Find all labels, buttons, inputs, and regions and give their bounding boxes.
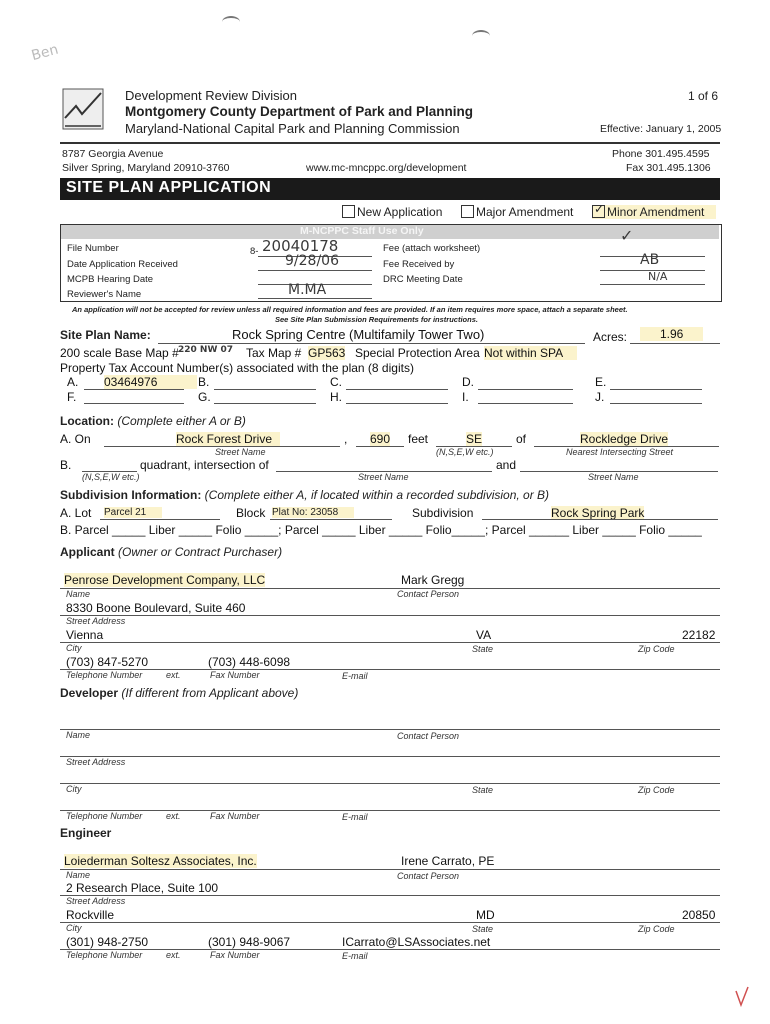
applicant-name-line: [60, 588, 720, 589]
developer-fax-caption: Fax Number: [210, 811, 260, 821]
developer-name-line: [60, 729, 720, 730]
applicant-phone-line: [60, 669, 720, 670]
applicant-name[interactable]: Penrose Development Company, LLC: [64, 573, 266, 587]
phone: Phone 301.495.4595: [612, 148, 710, 160]
street-caption-2: Street Name: [588, 472, 639, 482]
commission-name: Maryland-National Capital Park and Planning Commission: [125, 121, 460, 136]
developer-city-caption: City: [66, 784, 82, 794]
subdivision-value[interactable]: Rock Spring Park: [551, 506, 645, 520]
red-checkmark-icon: [734, 985, 750, 1014]
developer-city-line: [60, 783, 720, 784]
applicant-zip-caption: Zip Code: [638, 644, 675, 654]
margin-scribble: Ben: [28, 41, 61, 65]
fee-checkmark: ✓: [620, 226, 634, 245]
account-d-line: [478, 389, 573, 390]
applicant-state-caption: State: [472, 644, 494, 654]
site-plan-name-value[interactable]: Rock Spring Centre (Multifamily Tower Two): [232, 327, 485, 342]
fax: Fax 301.495.1306: [626, 162, 711, 174]
date-received-value[interactable]: 9/28/06: [285, 253, 339, 269]
location-street-value[interactable]: Rock Forest Drive: [176, 432, 280, 446]
effective-date: Effective: January 1, 2005: [600, 123, 722, 135]
spa-value[interactable]: Not within SPA: [484, 346, 577, 360]
account-h-label: H.: [330, 390, 342, 404]
engineer-name-line: [60, 869, 720, 870]
punch-mark: [472, 30, 490, 42]
account-e-label: E.: [595, 375, 607, 389]
punch-mark: [222, 16, 240, 28]
of-label: of: [516, 432, 527, 446]
check-icon: ✓: [594, 202, 605, 216]
tax-accounts-label: Property Tax Account Number(s) associated with the plan (8 digits): [60, 361, 414, 375]
applicant-phone[interactable]: (703) 847-5270: [66, 655, 149, 669]
developer-name-caption: Name: [66, 730, 91, 740]
account-f-line: [84, 403, 184, 404]
division-name: Development Review Division: [125, 88, 297, 103]
location-intersecting-value[interactable]: Rockledge Drive: [580, 432, 669, 446]
date-received-label: Date Application Received: [67, 259, 178, 270]
account-c-label: C.: [330, 375, 342, 389]
engineer-state-caption: State: [472, 924, 494, 934]
address-line2: Silver Spring, Maryland 20910-3760: [62, 162, 230, 174]
applicant-street-caption: Street Address: [66, 616, 126, 626]
notice-instructions: See Site Plan Submission Requirements for instructions.: [275, 315, 478, 324]
applicant-city[interactable]: Vienna: [66, 628, 104, 642]
account-g-line: [214, 403, 316, 404]
applicant-fax[interactable]: (703) 448-6098: [208, 655, 291, 669]
applicant-street[interactable]: 8330 Boone Boulevard, Suite 460: [66, 601, 246, 615]
file-number-value[interactable]: 20040178: [262, 237, 339, 255]
developer-street-caption: Street Address: [66, 757, 126, 767]
developer-phone-caption: Telephone Number: [66, 811, 143, 821]
applicant-city-line: [60, 642, 720, 643]
reviewer-line: [258, 298, 372, 299]
street-caption-1: Street Name: [358, 472, 409, 482]
account-f-label: F.: [67, 390, 77, 404]
applicant-zip[interactable]: 22182: [682, 628, 716, 642]
acres-label: Acres:: [593, 330, 628, 344]
major-amendment-checkbox[interactable]: Major Amendment: [461, 205, 573, 219]
developer-email-caption: E-mail: [342, 812, 368, 822]
acres-value[interactable]: 1.96: [640, 327, 703, 341]
department-name: Montgomery County Department of Park and Planning: [125, 104, 474, 119]
lot-label: A. Lot: [60, 506, 92, 520]
account-h-line: [346, 403, 448, 404]
engineer-fax[interactable]: (301) 948-9067: [208, 935, 291, 949]
account-a-value[interactable]: 03464976: [104, 375, 197, 389]
block-line: [270, 519, 392, 520]
drc-value[interactable]: N/A: [648, 270, 668, 283]
site-plan-name-label: Site Plan Name:: [60, 328, 151, 342]
applicant-heading: Applicant (Owner or Contract Purchaser): [60, 545, 283, 559]
account-i-label: I.: [462, 390, 469, 404]
engineer-state[interactable]: MD: [476, 908, 495, 922]
developer-street-line: [60, 756, 720, 757]
base-map-value[interactable]: 220 NW 07: [178, 345, 234, 355]
engineer-zip-caption: Zip Code: [638, 924, 675, 934]
staff-banner: M-NCPPC Staff Use Only: [300, 225, 424, 237]
minor-amendment-checkbox[interactable]: ✓ Minor Amendment: [592, 205, 716, 219]
engineer-phone-line: [60, 949, 720, 950]
developer-phone-line: [60, 810, 720, 811]
and-label: and: [496, 458, 517, 472]
lot-line: [100, 519, 220, 520]
street-name-caption: Street Name: [215, 447, 266, 457]
developer-zip-caption: Zip Code: [638, 785, 675, 795]
subdivision-label: Subdivision: [412, 506, 474, 520]
engineer-city-line: [60, 922, 720, 923]
reviewer-value[interactable]: M.MA: [288, 282, 327, 298]
engineer-phone-caption: Telephone Number: [66, 950, 143, 960]
address-line1: 8787 Georgia Avenue: [62, 148, 164, 160]
fee-received-value[interactable]: AB: [640, 252, 660, 268]
tax-map-label: Tax Map #: [246, 346, 302, 360]
engineer-street[interactable]: 2 Research Place, Suite 100: [66, 881, 219, 895]
new-application-checkbox[interactable]: New Application: [342, 205, 442, 219]
engineer-email[interactable]: ICarrato@LSAssociates.net: [342, 935, 491, 949]
engineer-name-caption: Name: [66, 870, 91, 880]
page-number: 1 of 6: [688, 89, 719, 103]
drc-line: [600, 284, 705, 285]
subdivision-heading: Subdivision Information: (Complete either A, if located within a recorded subdivision, or B): [60, 488, 550, 502]
website: www.mc-mncppc.org/development: [306, 162, 467, 174]
account-j-line: [610, 403, 702, 404]
base-map-label: 200 scale Base Map #: [60, 346, 179, 360]
account-b-line: [214, 389, 316, 390]
engineer-fax-caption: Fax Number: [210, 950, 260, 960]
applicant-city-caption: City: [66, 643, 82, 653]
engineer-zip[interactable]: 20850: [682, 908, 716, 922]
tax-map-value[interactable]: GP563: [308, 346, 346, 360]
engineer-phone[interactable]: (301) 948-2750: [66, 935, 149, 949]
location-comma: ,: [344, 432, 348, 446]
developer-heading: Developer (If different from Applicant above): [60, 686, 299, 700]
applicant-fax-caption: Fax Number: [210, 670, 260, 680]
applicant-phone-caption: Telephone Number: [66, 670, 143, 680]
applicant-email-caption: E-mail: [342, 671, 368, 681]
account-g-label: G.: [198, 390, 211, 404]
lot-value[interactable]: Parcel 21: [104, 507, 162, 518]
location-distance-value[interactable]: 690: [370, 432, 391, 446]
account-a-label: A.: [67, 375, 79, 389]
block-label: Block: [236, 506, 266, 520]
applicant-contact-caption: Contact Person: [397, 589, 460, 599]
reviewer-label: Reviewer's Name: [67, 289, 142, 300]
acres-line: [630, 343, 720, 344]
account-d-label: D.: [462, 375, 474, 389]
account-j-label: J.: [595, 390, 605, 404]
developer-ext-caption: ext.: [166, 811, 181, 821]
account-i-line: [478, 403, 573, 404]
engineer-contact[interactable]: Irene Carrato, PE: [401, 854, 495, 868]
account-e-line: [610, 389, 702, 390]
engineer-ext-caption: ext.: [166, 950, 181, 960]
applicant-state[interactable]: VA: [476, 628, 492, 642]
engineer-contact-caption: Contact Person: [397, 871, 460, 881]
fee-received-label: Fee Received by: [383, 259, 455, 270]
site-plan-name-line: [158, 343, 585, 344]
account-b-label: B.: [198, 375, 210, 389]
location-direction-value[interactable]: SE: [466, 432, 483, 446]
engineer-city-caption: City: [66, 923, 82, 933]
engineer-street-line: [60, 895, 720, 896]
developer-state-caption: State: [472, 785, 494, 795]
header-rule: [60, 142, 720, 144]
developer-contact-caption: Contact Person: [397, 731, 460, 741]
applicant-ext-caption: ext.: [166, 670, 181, 680]
fee-label: Fee (attach worksheet): [383, 243, 481, 254]
location-heading: Location: (Complete either A or B): [60, 414, 246, 428]
block-value[interactable]: Plat No: 23058: [272, 507, 354, 518]
quadrant-text: quadrant, intersection of: [140, 458, 269, 472]
intersecting-caption: Nearest Intersecting Street: [566, 447, 674, 457]
engineer-email-caption: E-mail: [342, 951, 368, 961]
quadrant-caption: (N,S,E,W etc.): [82, 472, 140, 482]
location-a-label: A. On: [60, 432, 91, 446]
spa-label: Special Protection Area: [355, 346, 480, 360]
applicant-name-caption: Name: [66, 589, 91, 599]
engineer-street-caption: Street Address: [66, 896, 126, 906]
date-received-line: [258, 270, 372, 271]
mncppc-logo: [62, 88, 104, 130]
applicant-contact[interactable]: Mark Gregg: [401, 573, 465, 587]
drc-label: DRC Meeting Date: [383, 274, 463, 285]
engineer-city[interactable]: Rockville: [66, 908, 115, 922]
engineer-name[interactable]: Loiederman Soltesz Associates, Inc.: [64, 854, 257, 868]
file-prefix: 8-: [250, 246, 259, 257]
applicant-street-line: [60, 615, 720, 616]
page-title: SITE PLAN APPLICATION: [66, 179, 272, 196]
location-b-label: B.: [60, 458, 72, 472]
notice-text: An application will not be accepted for review unless all required information and fees are provided. If an item requires more space, attach a separate sheet.: [72, 305, 628, 314]
engineer-heading: Engineer: [60, 826, 112, 840]
parcel-row: B. Parcel _____ Liber _____ Folio _____; Parcel _____ Liber _____ Folio_____; Parcel ______ Liber _____ Folio _____: [60, 523, 702, 537]
file-number-label: File Number: [67, 243, 119, 254]
direction-caption: (N,S,E,W etc.): [436, 447, 494, 457]
feet-label: feet: [408, 432, 429, 446]
account-a-line: [84, 389, 184, 390]
hearing-date-label: MCPB Hearing Date: [67, 274, 154, 285]
subdivision-line: [482, 519, 718, 520]
account-c-line: [346, 389, 448, 390]
location-distance-line: [356, 446, 404, 447]
